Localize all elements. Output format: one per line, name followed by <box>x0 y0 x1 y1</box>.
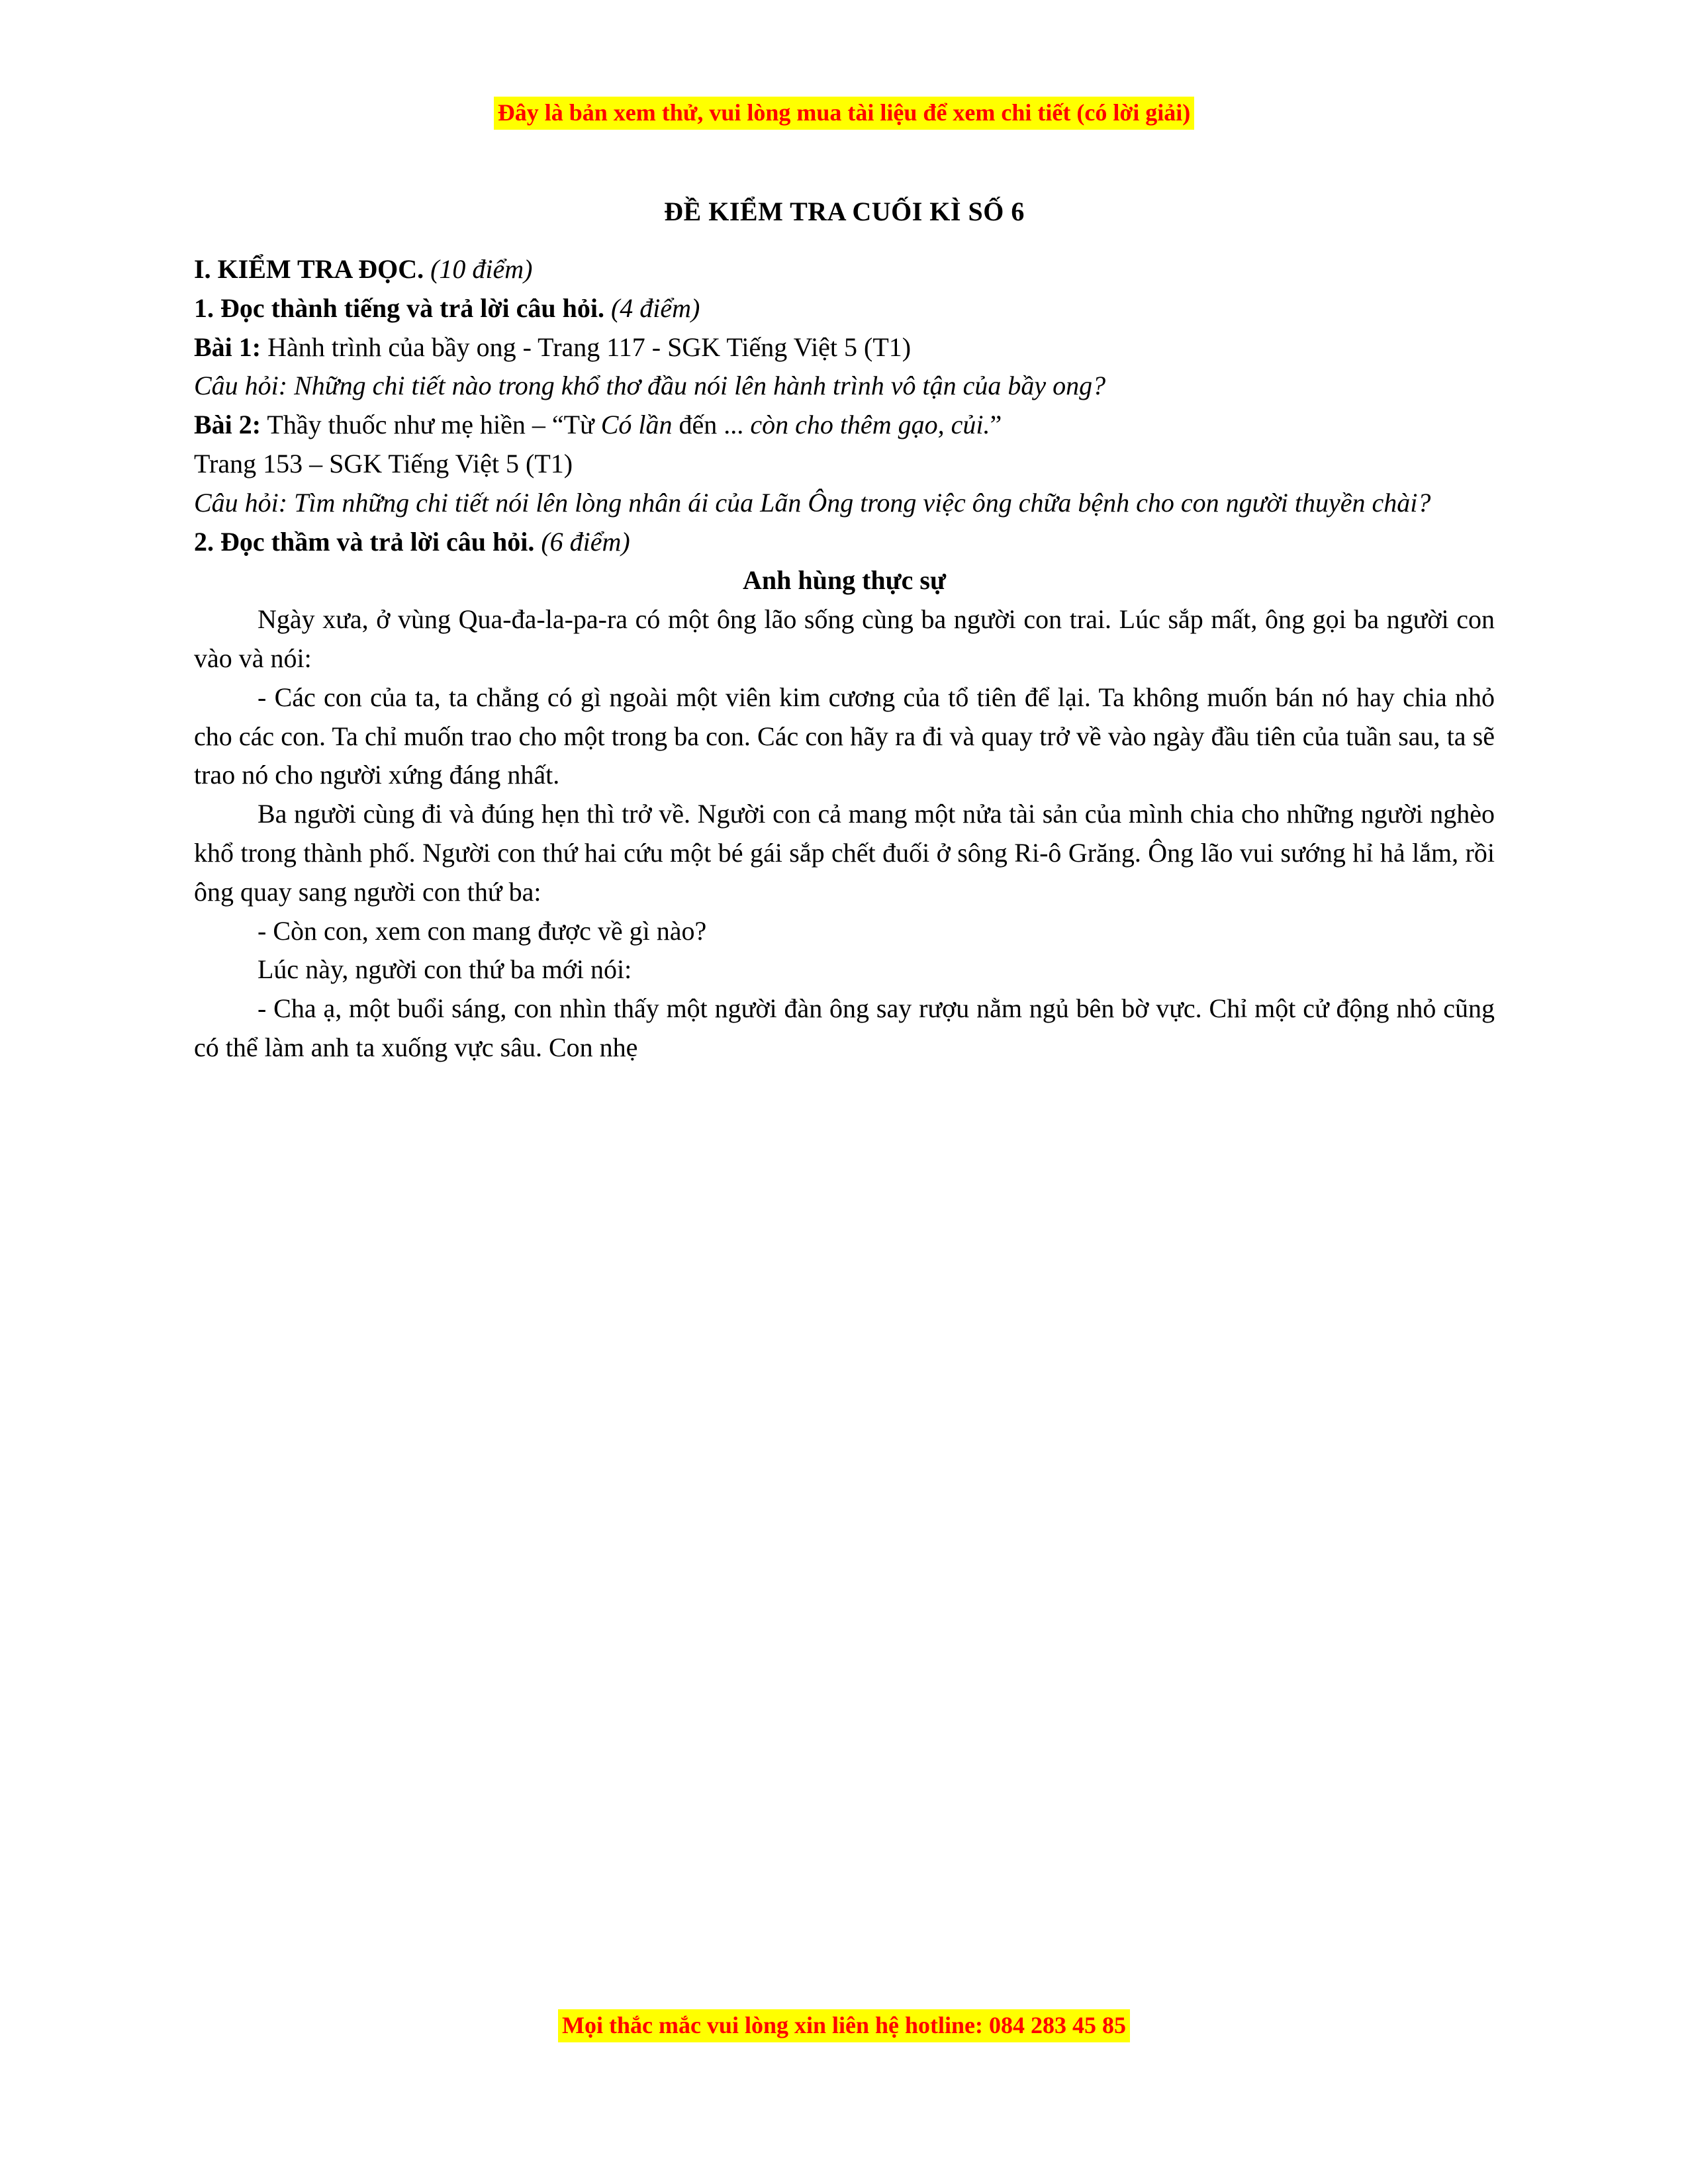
exercise-2-question-text: Câu hỏi: Tìm những chi tiết nói lên lòng nhân ái của Lãn Ông trong việc ông chữa bệnh cho con người thuyền chài? <box>194 487 1431 518</box>
exercise-2-text-italic2: còn cho thêm gạo, củi. <box>750 410 990 440</box>
section-heading-reading-points: (10 điểm) <box>424 254 533 284</box>
footer-banner <box>0 2011 1688 2040</box>
story-paragraph: Ba người cùng đi và đúng hẹn thì trở về. Người con cả mang một nửa tài sản của mình chia cho những người nghèo khổ trong thành phố. Người con thứ hai cứu một bé gái sắp chết đuối ở sông Ri-ô Grăng. Ông lão vui sướng hỉ hả lắm, rồi ông quay sang người con thứ ba: <box>194 799 1495 907</box>
document-body <box>194 199 1495 1068</box>
exercise-2-text-part3: ” <box>990 410 1002 440</box>
story-paragraph: - Cha ạ, một buổi sáng, con nhìn thấy một người đàn ông say rượu nằm ngủ bên bờ vực. Chỉ một cử động nhỏ cũng có thể làm anh ta xuống vực sâu. Con nhẹ <box>194 993 1495 1062</box>
exercise-1-question-text: Câu hỏi: Những chi tiết nào trong khổ thơ đầu nói lên hành trình vô tận của bầy ong? <box>194 371 1106 401</box>
story-title: Anh hùng thực sự <box>742 565 946 596</box>
exercise-2-question <box>194 484 1495 523</box>
section-heading-reading-bold: I. KIỂM TRA ĐỌC. <box>194 254 424 284</box>
exercise-2-text-italic1: Có lần <box>600 410 673 440</box>
subsection-heading-read-aloud <box>194 289 1495 328</box>
exercise-1-question <box>194 367 1495 406</box>
subsection-heading-silent-reading-points: (6 điểm) <box>534 526 630 557</box>
exercise-2-line <box>194 406 1495 445</box>
subsection-heading-silent-reading <box>194 523 1495 562</box>
exercise-2-label: Bài 2: <box>194 410 261 440</box>
page-title: ĐỀ KIỂM TRA CUỐI KÌ SỐ 6 <box>664 197 1025 226</box>
footer-banner-text: Mọi thắc mắc vui lòng xin liên hệ hotline: 084 283 45 85 <box>558 2009 1130 2042</box>
exercise-2-text-part1: Thầy thuốc như mẹ hiền – “Từ <box>261 410 601 440</box>
exercise-2-source: Trang 153 – SGK Tiếng Việt 5 (T1) <box>194 448 573 478</box>
section-heading-reading <box>194 250 1495 289</box>
story-paragraph: Ngày xưa, ở vùng Qua-đa-la-pa-ra có một ông lão sống cùng ba người con trai. Lúc sắp mất, ông gọi ba người con vào và nói: <box>194 604 1495 673</box>
subsection-heading-read-aloud-points: (4 điểm) <box>604 293 700 323</box>
exercise-1-text: Hành trình của bầy ong - Trang 117 - SGK Tiếng Việt 5 (T1) <box>261 332 912 362</box>
story-paragraph: - Các con của ta, ta chẳng có gì ngoài một viên kim cương của tổ tiên để lại. Ta không muốn bán nó hay chia nhỏ cho các con. Ta chỉ muốn trao cho một trong ba con. Các con hãy ra đi và quay trở về vào ngày đầu tiên của tuần sau, ta sẽ trao nó cho người xứng đáng nhất. <box>194 682 1495 790</box>
exercise-2-text-part2: đến ... <box>672 410 751 440</box>
exercise-1-label: Bài 1: <box>194 332 261 362</box>
header-banner <box>0 98 1688 128</box>
exercise-1-line <box>194 328 1495 367</box>
header-banner-text: Đây là bản xem thử, vui lòng mua tài liệu để xem chi tiết (có lời giải) <box>494 97 1195 130</box>
subsection-heading-read-aloud-bold: 1. Đọc thành tiếng và trả lời câu hỏi. <box>194 293 604 323</box>
subsection-heading-silent-reading-bold: 2. Đọc thầm và trả lời câu hỏi. <box>194 526 535 557</box>
story-paragraph: Lúc này, người con thứ ba mới nói: <box>258 954 632 985</box>
story-paragraph: - Còn con, xem con mang được về gì nào? <box>258 915 707 946</box>
